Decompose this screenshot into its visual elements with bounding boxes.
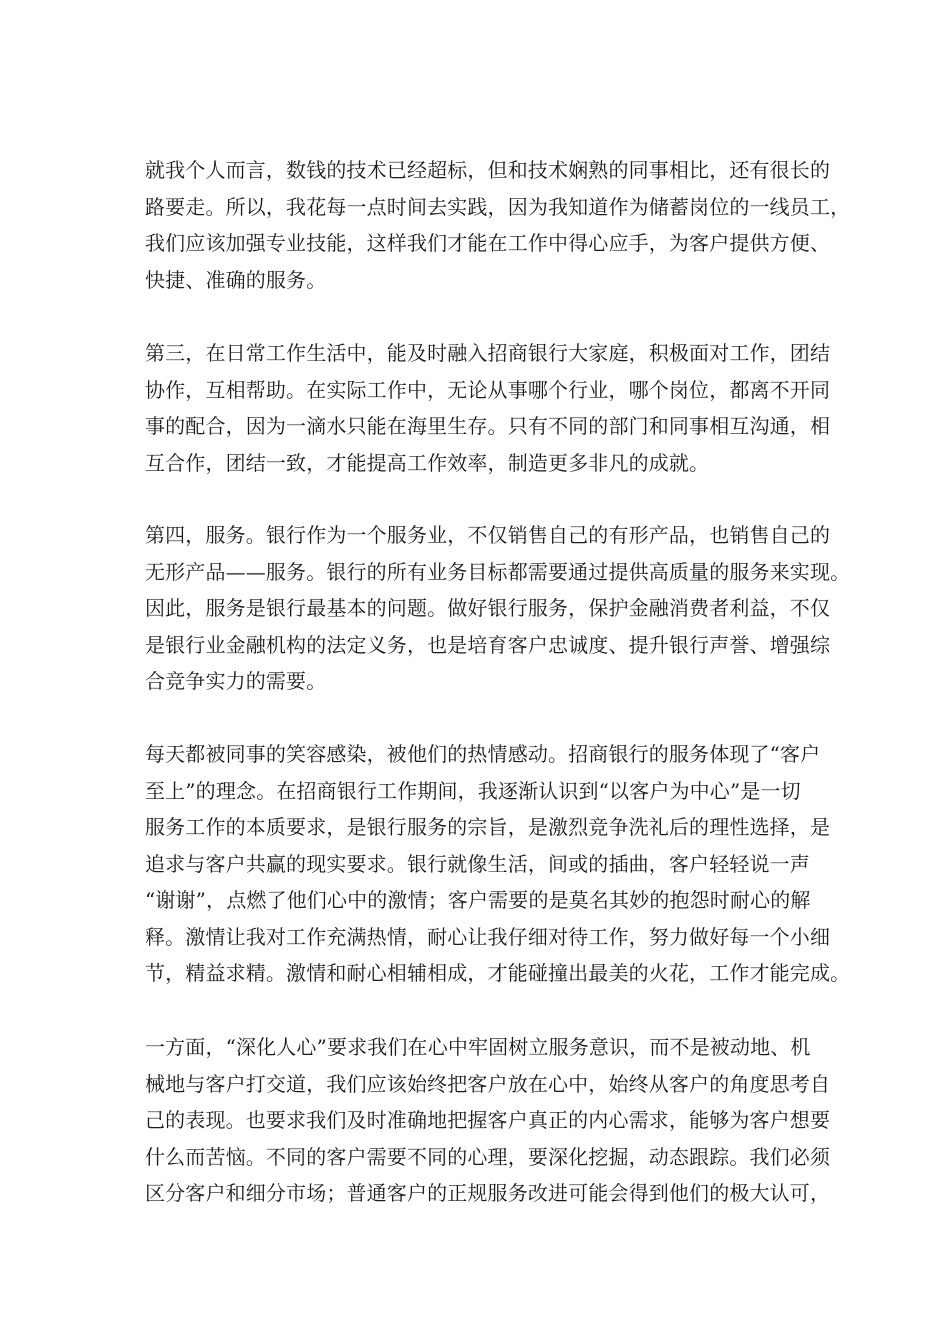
paragraph-3	[145, 517, 851, 700]
text-line: 事的配合，因为一滴水只能在海里生存。只有不同的部门和同事相互沟通，相	[145, 414, 831, 438]
text-line: 械地与客户打交道，我们应该始终把客户放在心中，始终从客户的角度思考自	[145, 1071, 831, 1096]
text-line: 我们应该加强专业技能，这样我们才能在工作中得心应手，为客户提供方便、	[145, 231, 831, 255]
text-line: 一方面，“深化人心”要求我们在心中牢固树立服务意识，而不是被动地、机	[145, 1035, 811, 1059]
text-line: 释。激情让我对工作充满热情，耐心让我仔细对待工作，努力做好每一个小细	[145, 924, 831, 949]
text-line: 什么而苦恼。不同的客户需要不同的心理，要深化挖掘，动态跟踪。我们必须	[145, 1144, 831, 1169]
paragraph-5	[145, 1029, 831, 1212]
text-line: 区分客户和细分市场；普通客户的正规服务改进可能会得到他们的极大认可，	[145, 1181, 831, 1205]
text-line: 因此，服务是银行最基本的问题。做好银行服务，保护金融消费者利益，不仅	[145, 596, 831, 620]
text-line: “谢谢”，点燃了他们心中的激情；客户需要的是莫名其妙的抱怨时耐心的解	[145, 888, 811, 912]
paragraph-4	[145, 736, 851, 992]
text-line: 快捷、准确的服务。	[145, 267, 327, 292]
text-line: 每天都被同事的笑容感染，被他们的热情感动。招商银行的服务体现了“客户	[145, 742, 821, 766]
text-line: 合竞争实力的需要。	[145, 669, 327, 693]
text-line: 第四，服务。银行作为一个服务业，不仅销售自己的有形产品，也销售自己的	[145, 523, 831, 547]
text-line: 路要走。所以，我花每一点时间去实践，因为我知道作为储蓄岗位的一线员工，	[145, 194, 851, 219]
text-line: 互合作，团结一致，才能提高工作效率，制造更多非凡的成就。	[145, 450, 710, 475]
text-line: 第三，在日常工作生活中，能及时融入招商银行大家庭，积极面对工作，团结	[145, 341, 831, 365]
text-line: 无形产品——服务。银行的所有业务目标都需要通过提供高质量的服务来实现。	[145, 559, 851, 584]
text-line: 就我个人而言，数钱的技术已经超标，但和技术娴熟的同事相比，还有很长的	[145, 158, 831, 182]
text-line: 至上”的理念。在招商银行工作期间，我逐渐认识到“以客户为中心”是一切	[145, 778, 801, 803]
paragraph-1	[145, 152, 851, 298]
text-line: 节，精益求精。激情和耐心相辅相成，才能碰撞出最美的火花，工作才能完成。	[145, 961, 851, 985]
text-line: 服务工作的本质要求，是银行服务的宗旨，是激烈竞争洗礼后的理性选择，是	[145, 815, 831, 839]
paragraph-2	[145, 335, 831, 481]
text-line: 协作，互相帮助。在实际工作中，无论从事哪个行业，哪个岗位，都离不开同	[145, 377, 831, 402]
text-line: 追求与客户共赢的现实要求。银行就像生活，间或的插曲，客户轻轻说一声	[145, 851, 810, 876]
text-line: 是银行业金融机构的法定义务，也是培育客户忠诚度、提升银行声誉、增强综	[145, 632, 831, 657]
text-line: 己的表现。也要求我们及时准确地把握客户真正的内心需求，能够为客户想要	[145, 1108, 831, 1132]
